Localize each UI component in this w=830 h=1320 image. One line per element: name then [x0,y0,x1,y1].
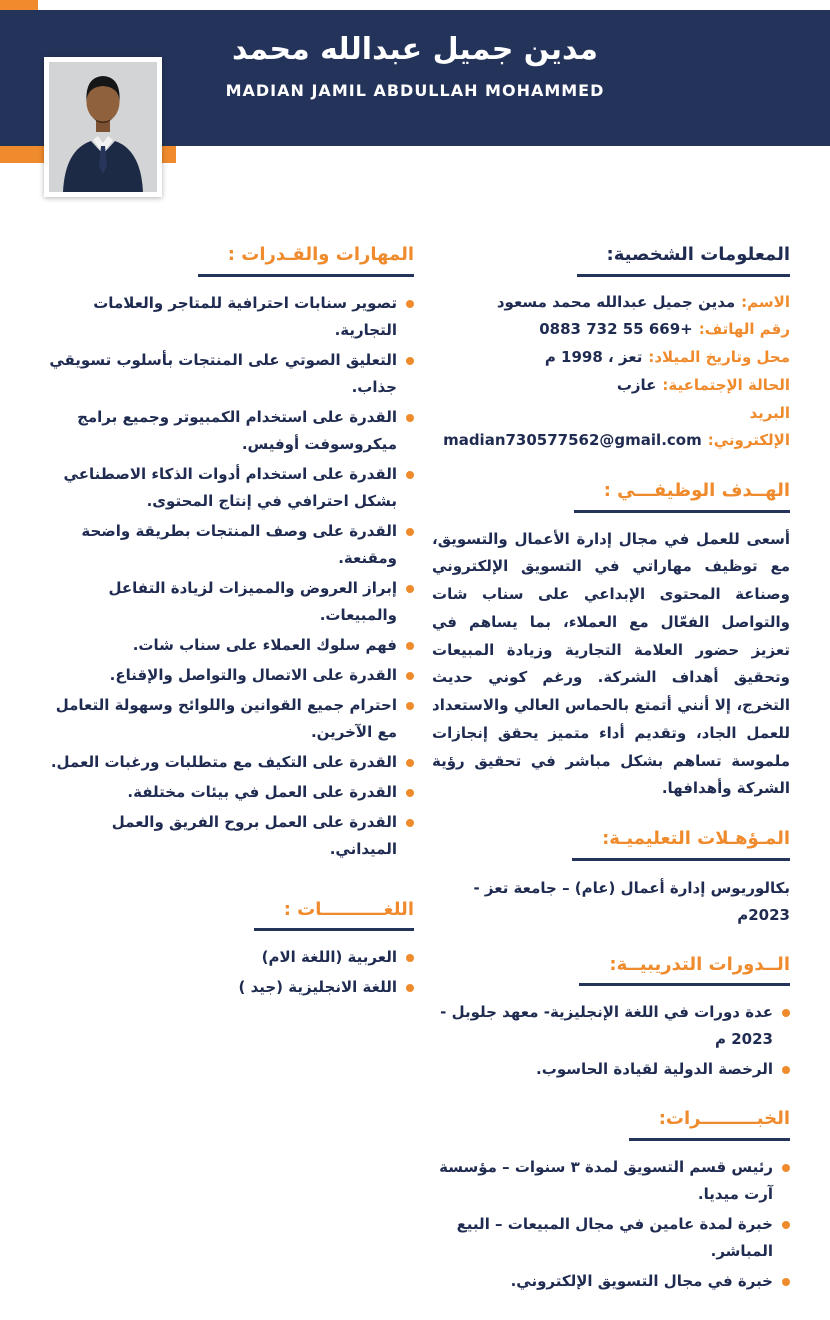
profile-photo-silhouette [49,62,157,192]
field-phone [432,316,790,344]
skills-title: المهارات والقـدرات : [198,244,414,277]
field-name [432,289,790,317]
content [0,244,830,1320]
field-value: عازب [616,375,657,394]
list-item: القدرة على التكيف مع متطلبات ورغبات العمل. [40,749,414,776]
field-label: الحالة الإجتماعية: [662,375,790,394]
objective-text: أسعى للعمل في مجال إدارة الأعمال والتسويق، مع توظيف مهاراتي في التسويق الإلكتروني وصناعة المحتوى الإبداعي على سناب شات والتواصل الفعّال مع العملاء، بما يساهم في تعزيز حضور العلامة التجارية وزيادة المبيعات وتحقيق أهداف الشركة. ورغم كوني حديث التخرج، إلا أنني أتمتع بالحماس العالي والاستعداد للعمل الجاد، وتقديم أداء متميز يحقق إنجازات ملموسة تساهم بشكل مباشر في تحقيق رؤية الشركة وأهدافها. [432,529,790,798]
field-value: madian730577562@gmail.com [443,431,702,450]
section-experience [432,1108,790,1295]
list-item: عدة دورات في اللغة الإنجليزية- معهد جلوبل - 2023 م [432,999,790,1053]
section-courses [432,954,790,1084]
section-languages [40,899,414,1002]
profile-photo [44,57,162,197]
experience-list [432,1154,790,1295]
list-item: خبرة لمدة عامين في مجال المبيعات – البيع المباشر. [432,1211,790,1265]
list-item: القدرة على العمل بروح الفريق والعمل الميداني. [40,809,414,863]
list-item: التعليق الصوتي على المنتجات بأسلوب تسويقي جذاب. [40,347,414,401]
section-objective [432,480,790,803]
field-marital-status [432,372,790,400]
languages-title: اللغــــــــــات : [254,899,414,932]
field-label: رقم الهاتف: [698,320,790,339]
personal-fields [432,289,790,456]
section-skills [40,244,414,863]
list-item: فهم سلوك العملاء على سناب شات. [40,632,414,659]
list-item: القدرة على الاتصال والتواصل والإقناع. [40,662,414,689]
name-arabic: مدين جميل عبدالله محمد [232,32,598,67]
courses-title: الــدورات التدريبيــة: [579,954,790,987]
list-item: اللغة الانجليزية (جيد ) [40,974,414,1001]
list-item: القدرة على استخدام أدوات الذكاء الاصطناعي بشكل احترافي في إنتاج المحتوى. [40,461,414,515]
list-item: رئيس قسم التسويق لمدة ٣ سنوات – مؤسسة آرت ميديا. [432,1154,790,1208]
list-item: احترام جميع القوانين واللوائح وسهولة التعامل مع الآخرين. [40,692,414,746]
personal-info-title: المعلومات الشخصية: [577,244,790,277]
field-label: البريد الإلكتروني: [707,403,790,450]
section-personal-info [432,244,790,455]
list-item: القدرة على العمل في بيئات مختلفة. [40,779,414,806]
header [0,0,830,200]
field-value: مدين جميل عبدالله محمد مسعود [496,292,736,311]
list-item: تصوير سنابات احترافية للمتاجر والعلامات التجارية. [40,290,414,344]
experience-title: الخبـــــــــرات: [629,1108,790,1141]
name-english: MADIAN JAMIL ABDULLAH MOHAMMED [225,81,605,100]
field-birth [432,344,790,372]
list-item: خبرة في مجال التسويق الإلكتروني. [432,1268,790,1295]
section-education [432,828,790,929]
field-value: +669 55 732 0883 [539,320,693,339]
education-item: بكالوريوس إدارة أعمال (عام) – جامعة تعز - 2023م [473,878,790,924]
list-item: القدرة على وصف المنتجات بطريقة واضحة ومقنعة. [40,518,414,572]
column-skills [40,244,414,1320]
list-item: العربية (اللغة الام) [40,944,414,971]
field-label: الاسم: [741,292,790,311]
objective-title: الهــدف الوظيفـــي : [574,480,790,513]
field-label: محل وتاريخ الميلاد: [648,348,790,367]
list-item: إبراز العروض والمميزات لزيادة التفاعل والمبيعات. [40,575,414,629]
skills-list [40,290,414,863]
list-item: القدرة على استخدام الكمبيوتر وجميع برامج ميكروسوفت أوفيس. [40,404,414,458]
education-title: المـؤهـلات التعليميـة: [572,828,790,861]
field-value: تعز ، 1998 م [544,348,643,367]
column-personal [432,244,790,1320]
list-item: الرخصة الدولية لقيادة الحاسوب. [432,1056,790,1083]
languages-list [40,944,414,1001]
courses-list [432,999,790,1083]
field-email [432,400,790,456]
